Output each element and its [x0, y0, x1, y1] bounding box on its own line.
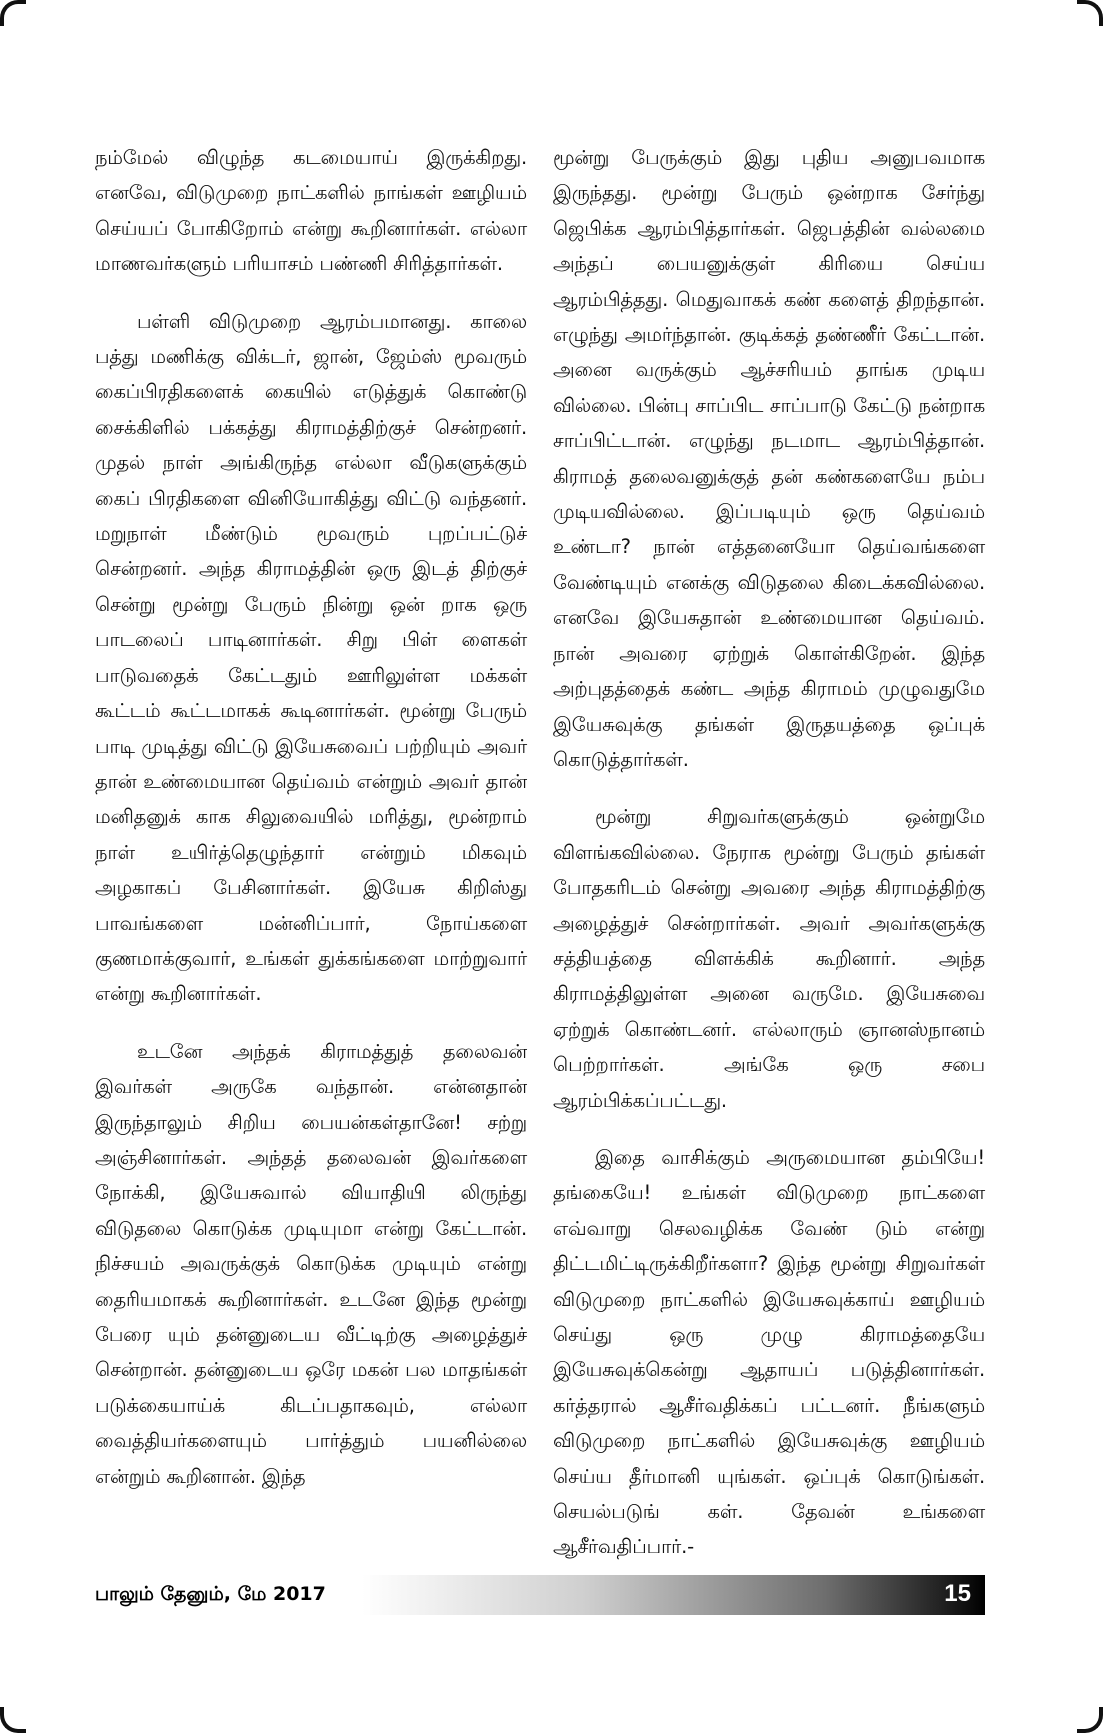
left-column [95, 140, 527, 1494]
paragraph: நம்மேல் விழுந்த கடமையாய் இருக்கிறது. எனவே, விடுமுறை நாட்களில் நாங்கள் ஊழியம் செய்யப் போகிறோம் என்று கூறினார்கள். எல்லா மாணவர்களும் பரியாசம் பண்ணி சிரித்தார்கள். [95, 146, 527, 276]
paragraph: உடனே அந்தக் கிராமத்துத் தலைவன் இவர்கள் அருகே வந்தான். என்னதான் இருந்தாலும் சிறிய பையன்கள்தானே! சற்று அஞ்சினார்கள். அந்தத் தலைவன் இவர்களை நோக்கி, இயேசுவால் வியாதியி லிருந்து விடுதலை கொடுக்க முடியுமா என்று கேட்டான். நிச்சயம் அவருக்குக் கொடுக்க முடியும் என்று தைரியமாகக் கூறினார்கள். உடனே இந்த மூன்று பேரை யும் தன்னுடைய வீட்டிற்கு அழைத்துச் சென்றான். தன்னுடைய ஒரே மகன் பல மாதங்கள் படுக்கையாய்க் கிடப்பதாகவும், எல்லா வைத்தியர்களையும் பார்த்தும் பயனில்லை என்றும் கூறினான். இந்த [95, 1039, 527, 1488]
paragraph: மூன்று பேருக்கும் இது புதிய அனுபவமாக இருந்தது. மூன்று பேரும் ஒன்றாக சேர்ந்து ஜெபிக்க ஆரம்பித்தார்கள். ஜெபத்தின் வல்லமை அந்தப் பையனுக்குள் கிரியை செய்ய ஆரம்பித்தது. மெதுவாகக் கண் களைத் திறந்தான். எழுந்து அமர்ந்தான். குடிக்கத் தண்ணீர் கேட்டான். அனை வருக்கும் ஆச்சரியம் தாங்க முடிய வில்லை. பின்பு சாப்பிட சாப்பாடு கேட்டு நன்றாக சாப்பிட்டான். எழுந்து நடமாட ஆரம்பித்தான். கிராமத் தலைவனுக்குத் தன் கண்களையே நம்ப முடியவில்லை. இப்படியும் ஒரு தெய்வம் உண்டா? நான் எத்தனையோ தெய்வங்களை வேண்டியும் எனக்கு விடுதலை கிடைக்கவில்லை. எனவே இயேசுதான் உண்மையான தெய்வம். நான் அவரை ஏற்றுக் கொள்கிறேன். இந்த அற்புதத்தைக் கண்ட அந்த கிராமம் முழுவதுமே இயேசுவுக்கு தங்கள் இருதயத்தை ஒப்புக் கொடுத்தார்கள். [553, 146, 985, 771]
paragraph: மூன்று சிறுவர்களுக்கும் ஒன்றுமே விளங்கவில்லை. நேராக மூன்று பேரும் தங்கள் போதகரிடம் சென்று அவரை அந்த கிராமத்திற்கு அழைத்துச் சென்றார்கள். அவர் அவர்களுக்கு சத்தியத்தை விளக்கிக் கூறினார். அந்த கிராமத்திலுள்ள அனை வருமே. இயேசுவை ஏற்றுக் கொண்டனர். எல்லாரும் ஞானஸ்நானம் பெற்றார்கள். அங்கே ஒரு சபை ஆரம்பிக்கப்பட்டது. [553, 805, 985, 1112]
right-column [553, 140, 985, 1565]
paragraph: இதை வாசிக்கும் அருமையான தம்பியே! தங்கையே! உங்கள் விடுமுறை நாட்களை எவ்வாறு செலவழிக்க வேண் டும் என்று திட்டமிட்டிருக்கிறீர்களா? இந்த மூன்று சிறுவர்கள் விடுமுறை நாட்களில் இயேசுவுக்காய் ஊழியம் செய்து ஒரு முழு கிராமத்தையே இயேசுவுக்கென்று ஆதாயப் படுத்தினார்கள். கர்த்தரால் ஆசீர்வதிக்கப் பட்டனர். நீங்களும் விடுமுறை நாட்களில் இயேசுவுக்கு ஊழியம் செய்ய தீர்மானி யுங்கள். ஒப்புக் கொடுங்கள். செயல்படுங் கள். தேவன் உங்களை ஆசீர்வதிப்பார்.- [553, 1145, 985, 1559]
paragraph: பள்ளி விடுமுறை ஆரம்பமானது. காலை பத்து மணிக்கு விக்டர், ஜான், ஜேம்ஸ் மூவரும் கைப்பிரதிகளைக் கையில் எடுத்துக் கொண்டு சைக்கிளில் பக்கத்து கிராமத்திற்குச் சென்றனர். முதல் நாள் அங்கிருந்த எல்லா வீடுகளுக்கும் கைப் பிரதிகளை வினியோகித்து விட்டு வந்தனர். மறுநாள் மீண்டும் மூவரும் புறப்பட்டுச் சென்றனர். அந்த கிராமத்தின் ஒரு இடத் திற்குச் சென்று மூன்று பேரும் நின்று ஒன் றாக ஒரு பாடலைப் பாடினார்கள். சிறு பிள் ளைகள் பாடுவதைக் கேட்டதும் ஊரிலுள்ள மக்கள் கூட்டம் கூட்டமாகக் கூடினார்கள். மூன்று பேரும் பாடி முடித்து விட்டு இயேசுவைப் பற்றியும் அவர் தான் உண்மையான தெய்வம் என்றும் அவர் தான் மனிதனுக் காக சிலுவையில் மரித்து, மூன்றாம் நாள் உயிர்த்தெழுந்தார் என்றும் மிகவும் அழகாகப் பேசினார்கள். இயேசு கிறிஸ்து பாவங்களை மன்னிப்பார், நோய்களை குணமாக்குவார், உங்கள் துக்கங்களை மாற்றுவார் என்று கூறினார்கள். [95, 309, 527, 1006]
page-footer [95, 1575, 985, 1615]
corner-mark-bottom-left [0, 1707, 26, 1733]
corner-mark-bottom-right [1077, 1707, 1103, 1733]
publication-title: பாலும் தேனும், மே 2017 [95, 1583, 326, 1605]
corner-mark-top-right [1077, 0, 1103, 26]
corner-mark-top-left [0, 0, 26, 26]
page-number: 15 [944, 1580, 971, 1607]
